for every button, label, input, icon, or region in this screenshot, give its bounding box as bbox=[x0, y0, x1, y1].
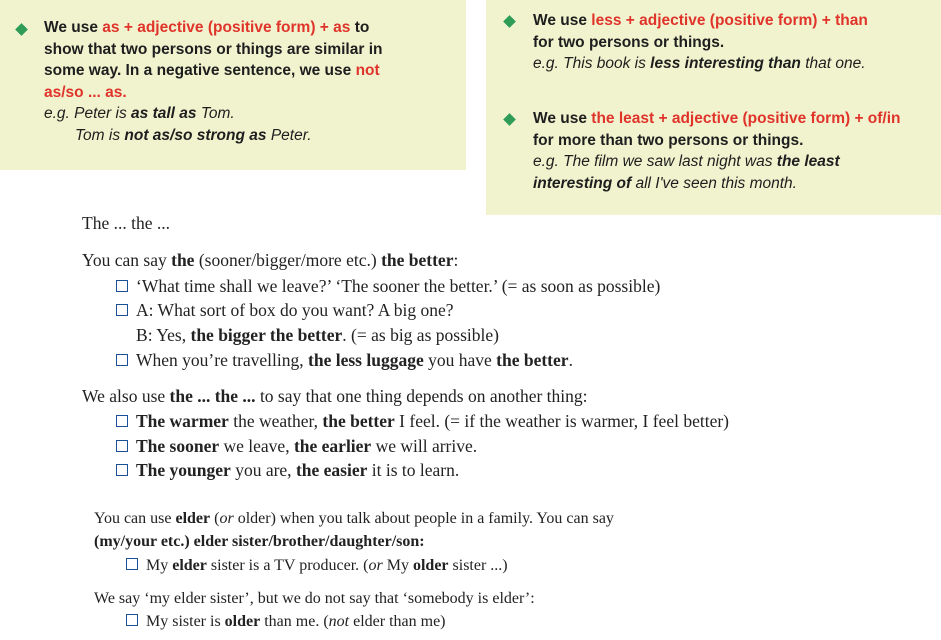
elder-paragraph-2: (my/your etc.) elder sister/brother/daughter/son: bbox=[94, 533, 425, 550]
green-diamond-bullet-icon bbox=[15, 23, 28, 36]
checkbox-bullet-icon bbox=[116, 464, 128, 476]
intro-line: You can say the (sooner/bigger/more etc.) the better: bbox=[82, 250, 459, 270]
example-line-1: e.g. The film we saw last night was the least bbox=[533, 153, 840, 170]
example-line: e.g. This book is less interesting than that one. bbox=[533, 55, 866, 72]
elder-paragraph-3: We say ‘my elder sister’, but we do not say that ‘somebody is elder’: bbox=[94, 590, 535, 607]
checkbox-bullet-icon bbox=[116, 440, 128, 452]
elder-paragraph-1: You can use elder (or older) when you talk about people in a family. You can say bbox=[94, 510, 614, 527]
rule-line-2: for more than two persons or things. bbox=[533, 131, 804, 149]
checkbox-bullet-icon bbox=[126, 558, 138, 570]
rule-less-than bbox=[533, 10, 868, 75]
rule-line-2: for two persons or things. bbox=[533, 33, 725, 51]
checkbox-bullet-icon bbox=[116, 304, 128, 316]
rule-line-4: as/so ... as. bbox=[44, 83, 127, 101]
checkbox-bullet-icon bbox=[116, 354, 128, 366]
rule-line-2: show that two persons or things are similar in bbox=[44, 40, 383, 58]
example-line-2: interesting of all I've seen this month. bbox=[533, 174, 797, 192]
example-item: The sooner we leave, the earlier we will arrive. bbox=[116, 436, 477, 457]
checkbox-bullet-icon bbox=[126, 614, 138, 626]
rule-line-1: We use the least + adjective (positive form) + of/in bbox=[533, 110, 901, 127]
rule-line-1: We use as + adjective (positive form) + as to bbox=[44, 19, 370, 36]
example-item: The warmer the weather, the better I feel. (= if the weather is warmer, I feel better) bbox=[116, 411, 729, 432]
rule-the-least bbox=[533, 108, 901, 194]
example-line-1: e.g. Peter is as tall as Tom. bbox=[44, 105, 235, 122]
example-item: When you’re travelling, the less luggage you have the better. bbox=[116, 350, 573, 371]
example-item: ‘What time shall we leave?’ ‘The sooner the better.’ (= as soon as possible) bbox=[116, 276, 660, 297]
intro-line-2: We also use the ... the ... to say that one thing depends on another thing: bbox=[82, 386, 588, 406]
rule-as-as bbox=[44, 17, 382, 146]
rule-line-1: We use less + adjective (positive form) + than bbox=[533, 12, 868, 29]
example-item: My elder sister is a TV producer. (or My older sister ...) bbox=[126, 557, 508, 575]
example-item-reply: B: Yes, the bigger the better. (= as big as possible) bbox=[136, 325, 499, 345]
example-item: My sister is older than me. (not elder than me) bbox=[126, 613, 446, 631]
checkbox-bullet-icon bbox=[116, 280, 128, 292]
green-diamond-bullet-icon bbox=[503, 113, 516, 126]
section-heading: The ... the ... bbox=[82, 213, 170, 233]
checkbox-bullet-icon bbox=[116, 415, 128, 427]
example-item: A: What sort of box do you want? A big one? bbox=[116, 300, 454, 321]
rule-box-as-as bbox=[0, 0, 466, 170]
example-line-2: Tom is not as/so strong as Peter. bbox=[75, 126, 312, 144]
green-diamond-bullet-icon bbox=[503, 15, 516, 28]
example-item: The younger you are, the easier it is to learn. bbox=[116, 460, 459, 481]
rule-box-less-least bbox=[486, 0, 941, 215]
rule-line-3: some way. In a negative sentence, we use not bbox=[44, 62, 380, 79]
